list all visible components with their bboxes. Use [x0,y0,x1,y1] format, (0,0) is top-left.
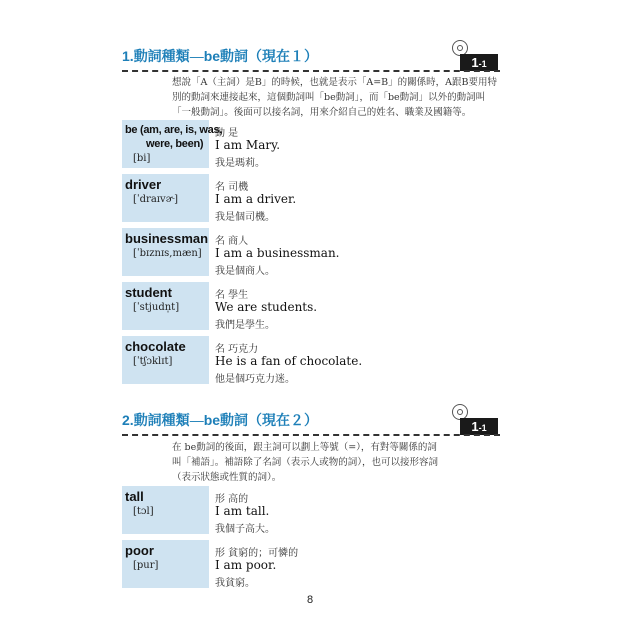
intro-line: 叫「補語」。補語除了名詞（表示人或物的詞），也可以接形容詞 [172,457,439,468]
entry-example-en: I am poor. [215,558,277,572]
entry-word: businessman [125,231,209,246]
section-2-divider [122,434,500,436]
entry-word-continued: were, been) [146,138,204,150]
track-sub: -1 [478,59,487,69]
entry-example-en: We are students. [215,300,318,314]
entry-example-zh: 他是個巧克力迷。 [215,374,295,385]
section-2-sub: be動詞（現在２） [203,412,319,428]
section-2-separator: — [189,412,204,428]
entry-example-zh: 我是個商人。 [215,266,275,277]
audio-track-badge [460,54,498,71]
section-1-divider [122,70,500,72]
page-number: 8 [306,594,314,606]
entry-example-en: He is a fan of chocolate. [215,354,363,368]
intro-line: （表示狀態或性質的詞）。 [172,472,282,483]
section-1-number: 1. [122,48,134,64]
entry-example-en: I am a businessman. [215,246,340,260]
entry-phonetic: [ˈdraɪvɚ] [133,194,178,205]
intro-line: 別的動詞來連接起來，這個動詞叫「be動詞」，而「be動詞」以外的動詞叫 [172,92,486,103]
entry-phonetic: [ˈtʃɔklɪt] [133,356,173,367]
entry-word: chocolate [125,339,186,354]
entry-example-zh: 我是個司機。 [215,212,275,223]
section-1-title [122,46,318,66]
entry-part-of-speech: 名 商人 [215,236,249,247]
entry-example-zh: 我個子高大。 [215,524,275,535]
entry-part-of-speech: 名 巧克力 [215,344,259,355]
entry-example-en: I am Mary. [215,138,281,152]
entry-word: driver [125,177,162,192]
entry-word: poor [125,543,154,558]
section-1-separator: — [189,48,204,64]
track-number: 1 [471,55,479,70]
section-2-intro [172,440,500,485]
intro-line: 在 be動詞的後面，跟主詞可以劃上等號（=），有對等關係的詞 [172,442,437,453]
intro-line: 「一般動詞」。後面可以接名詞，用來介紹自己的姓名、職業及國籍等。 [172,107,472,118]
entry-part-of-speech: 動 是 [215,128,239,139]
entry-phonetic: [ˈbɪznɪs,mæn] [133,248,202,259]
entry-part-of-speech: 形 貧窮的；可憐的 [215,548,299,559]
entry-example-zh: 我們是學生。 [215,320,275,331]
entry-example-en: I am a driver. [215,192,297,206]
entry-word: be (am, are, is, was, [125,124,223,136]
section-1-main: 動詞種類 [133,48,190,64]
entry-part-of-speech: 名 司機 [215,182,249,193]
section-1-intro [172,75,500,120]
entry-example-zh: 我貧窮。 [215,578,255,589]
entry-word: tall [125,489,144,504]
entry-part-of-speech: 名 學生 [215,290,249,301]
entry-phonetic: [tɔl] [133,506,154,517]
track-sub: -1 [478,423,487,433]
entry-example-en: I am tall. [215,504,270,518]
section-1-sub: be動詞（現在１） [203,48,319,64]
intro-line: 想說「A（主詞）是B」的時候，也就是表示「A=B」的關係時，A跟B要用特 [172,77,497,88]
entry-word: student [125,285,172,300]
entry-phonetic: [ˈstjudn̩t] [133,302,180,313]
section-2-number: 2. [122,412,134,428]
track-number: 1 [471,419,479,434]
section-2-main: 動詞種類 [133,412,190,428]
entry-phonetic: [bi] [133,153,151,164]
section-2-title [122,410,318,430]
entry-phonetic: [pur] [133,560,159,571]
audio-track-badge [460,418,498,435]
entry-part-of-speech: 形 高的 [215,494,249,505]
entry-example-zh: 我是瑪莉。 [215,158,265,169]
